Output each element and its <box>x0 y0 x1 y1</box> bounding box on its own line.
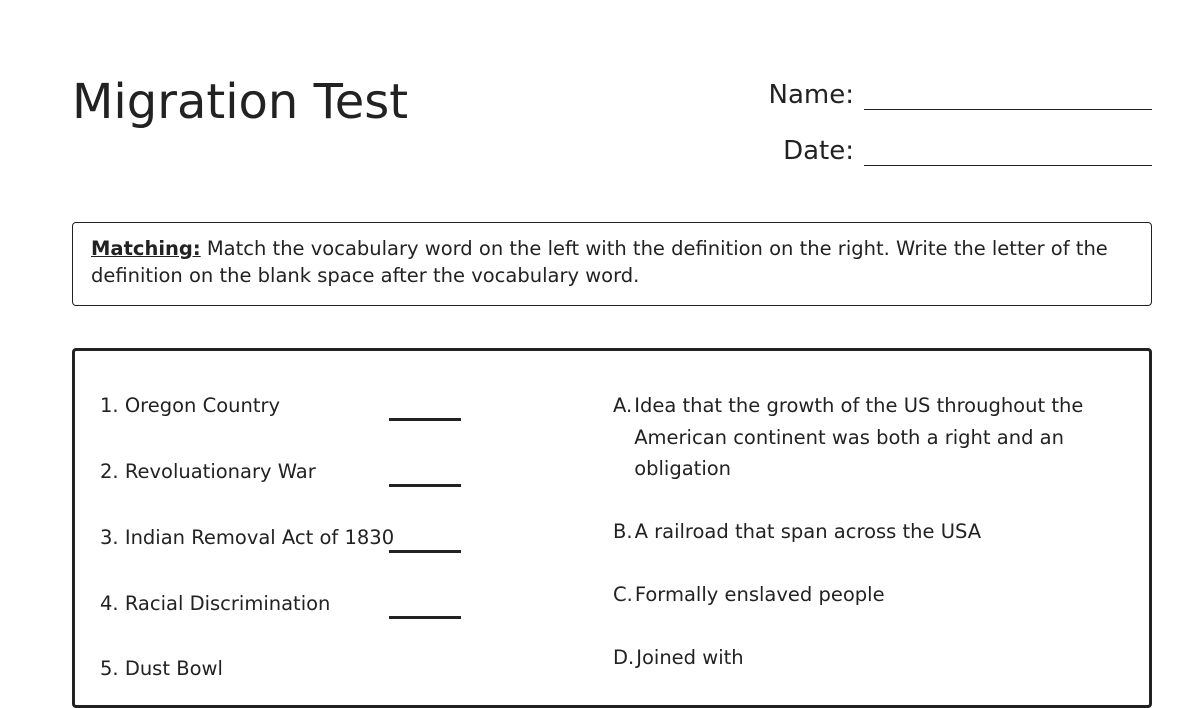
term-item <box>100 392 280 420</box>
term-text: Dust Bowl <box>124 657 223 680</box>
definition-text: Joined with <box>636 646 744 669</box>
name-field <box>769 78 1152 112</box>
matching-section <box>72 348 1152 708</box>
term-item <box>100 524 394 552</box>
name-label: Name: <box>768 80 854 110</box>
definition-text: Formally enslaved people <box>634 583 885 606</box>
term-number: 2. <box>100 460 119 483</box>
answer-blank[interactable] <box>389 484 461 487</box>
answer-blank[interactable] <box>389 418 461 421</box>
term-number: 4. <box>100 592 119 615</box>
date-field <box>783 134 1152 168</box>
term-text: Revoluationary War <box>124 460 316 483</box>
answer-blank[interactable] <box>389 616 461 619</box>
date-blank-line[interactable] <box>864 165 1152 166</box>
instructions-label: Matching: <box>91 237 201 260</box>
term-number: 3. <box>100 526 119 549</box>
term-number: 5. <box>100 657 119 680</box>
definition-item <box>613 390 1113 485</box>
answer-blank[interactable] <box>389 550 461 553</box>
instructions-box <box>72 222 1152 306</box>
definition-item <box>613 642 1113 674</box>
page-title: Migration Test <box>72 74 409 130</box>
definition-letter: A. <box>613 394 633 417</box>
term-item <box>100 655 223 683</box>
definition-letter: B. <box>613 520 633 543</box>
term-text: Oregon Country <box>124 394 281 417</box>
name-blank-line[interactable] <box>864 109 1152 110</box>
instructions-text: Match the vocabulary word on the left with the definition on the right. Write the letter of the definition on the blank space after the vocabulary word. <box>91 237 1108 287</box>
term-item <box>100 458 316 486</box>
definition-letter: C. <box>613 583 633 606</box>
term-item <box>100 590 330 618</box>
term-text: Indian Removal Act of 1830 <box>124 526 395 549</box>
definition-text: Idea that the growth of the US throughout the American continent was both a right and an obligation <box>634 394 1084 480</box>
definition-text: A railroad that span across the USA <box>634 520 982 543</box>
definition-letter: D. <box>613 646 635 669</box>
term-number: 1. <box>100 394 119 417</box>
term-text: Racial Discrimination <box>124 592 331 615</box>
date-label: Date: <box>783 136 854 166</box>
definition-item <box>613 579 1113 611</box>
definition-item <box>613 516 1113 548</box>
